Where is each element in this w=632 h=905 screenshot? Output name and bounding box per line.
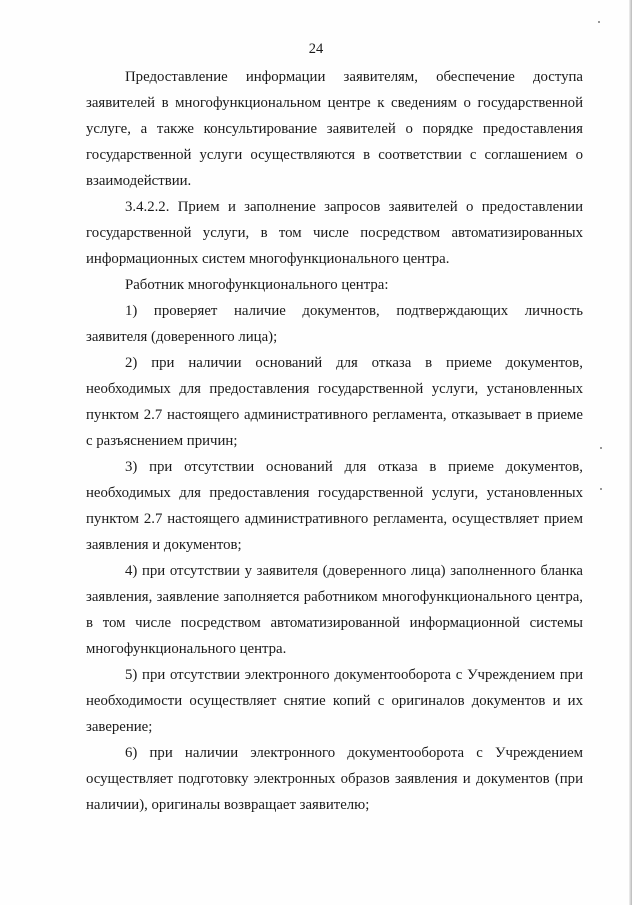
scan-speck: [598, 21, 600, 23]
list-item-1: 1) проверяет наличие документов, подтверждающих личность заявителя (доверенного лица);: [86, 303, 583, 345]
paragraph-section-3-4-2-2: 3.4.2.2. Прием и заполнение запросов заявителей о предоставлении государственной услуги, в том числе посредством автоматизированных информационных систем многофункционального центра.: [86, 199, 583, 267]
list-item-4: 4) при отсутствии у заявителя (доверенного лица) заполненного бланка заявления, заявление заполняется работником многофункционального центра, в том числе посредством автоматизированной информационной системы многофункционального центра.: [86, 563, 583, 657]
list-item-2: 2) при наличии оснований для отказа в приеме документов, необходимых для предоставления государственной услуги, установленных пунктом 2.7 настоящего административного регламента, отказывает в приеме с разъяснением причин;: [86, 355, 583, 449]
paragraph-mfc-information: Предоставление информации заявителям, обеспечение доступа заявителей в многофункциональном центре к сведениям о государственной услуге, а также консультирование заявителей о порядке предоставления государственной услуги осуществляются в соответствии с соглашением о взаимодействии.: [86, 69, 583, 189]
list-item-3: 3) при отсутствии оснований для отказа в приеме документов, необходимых для предоставления государственной услуги, установленных пунктом 2.7 настоящего административного регламента, осуществляет прием заявления и документов;: [86, 459, 583, 553]
paragraph-mfc-employee: Работник многофункционального центра:: [125, 277, 389, 293]
page-number: 24: [308, 41, 324, 57]
scan-speck: [600, 447, 602, 449]
list-item-6: 6) при наличии электронного документооборота с Учреждением осуществляет подготовку электронных образов заявления и документов (при наличии), оригиналы возвращает заявителю;: [86, 745, 583, 813]
scan-speck: [600, 488, 602, 490]
list-item-5: 5) при отсутствии электронного документооборота с Учреждением при необходимости осуществляет снятие копий с оригиналов документов и их заверение;: [86, 667, 583, 735]
document-body: [86, 64, 583, 818]
